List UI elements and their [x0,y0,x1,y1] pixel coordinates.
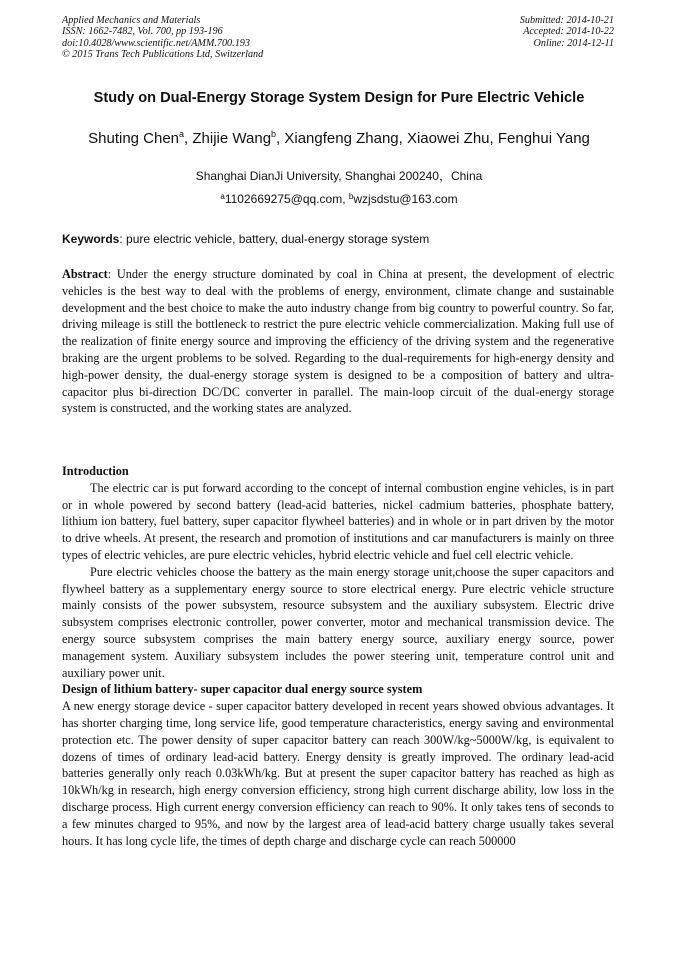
affiliation: Shanghai DianJi University, Shanghai 200240，China [195,169,483,183]
online-date: Online: 2014-12-11 [533,37,614,49]
abstract-paragraph [62,266,614,417]
author-superscript: b [271,129,277,139]
other-authors: , Xiangfeng Zhang, Xiaowei Zhu, Fenghui Yang [276,130,590,147]
design-heading: Design of lithium battery- super capacitor dual energy source system [62,682,423,697]
abstract [62,266,614,417]
journal-info [62,15,263,60]
author-superscript: a [179,129,185,139]
journal-copyright: © 2015 Trans Tech Publications Ltd, Switzerland [62,48,264,60]
abstract-label: Abstract [62,267,108,281]
accepted-date: Accepted: 2014-10-22 [523,26,614,38]
paper-title: Study on Dual-Energy Storage System Design for Pure Electric Vehicle [93,90,585,106]
introduction-paragraph-1: The electric car is put forward according to the concept of internal combustion engine vehicles, is in part or in whole powered by second battery (lead-acid batteries, nickel cadmium batteries, phosphate battery, lithium ion battery, fuel battery, super capacitor flywheel batteries) and in whole or in part driven by the motor to drive wheels. At present, the research and promotion of institutions and car manufacturers is mainly on three types of electric vehicles, are pure electric vehicles, hybrid electric vehicle and fuel cell electric vehicle. [62,480,614,562]
email: wzjsdstu@163.com [353,192,458,206]
journal-issn: ISSN: 1662-7482, Vol. 700, pp 193-196 [62,26,223,38]
author-list: Shuting Chen$^a$, Zhijie Wang$^b$, Xiangfeng Zhang, Xiaowei Zhu, Fenghui Yang [88,129,590,147]
design-paragraph-1: A new energy storage device - super capacitor battery developed in recent years showed obvious advantages. It has shorter charging time, long service life, good temperature characteristics, energy saving and environmental protection etc. The power density of super capacitor battery can reach 300W/kg~5000W/kg, is equivalent to dozens of times of ordinary lead-acid battery. Energy density is greatly improved. The ordinary lead-acid batteries generally only reach 0.03kWh/kg. But at present the super capacitor battery has reached as high as 10kWh/kg in research, high energy conversion efficiency, strong high current discharge ability, low loss in the discharge process. High current energy conversion efficiency can reach to 90%. It only takes tens of seconds to a few minutes charged to 95%, and now by the largest area of lead-acid battery charge usually takes several hours. It has long cycle life, the times of depth charge and discharge cycle can reach 500000 [62,699,614,848]
submitted-date: Submitted: 2014-10-21 [519,15,614,26]
abstract-text: : Under the energy structure dominated by coal in China at present, the development of electric vehicles is the best way to deal with the problems of energy, environment, climate change and sustainable development and the best choice to make the auto industry change from big country to powerful country. So far, driving mileage is still the bottleneck to restrict the pure electric vehicle commercialization. Making full use of the realization of finite energy source and improving the efficiency of the driving system and the regenerative braking are the urgent problems to be solved. Regarding to the dual-requirements for high-energy density and high-power density, the dual-energy storage system is designed to be a composition of battery and ultra-capacitor plus bi-direction DC/DC converter in parallel. The main-loop circuit of the dual-energy storage system is constructed, and the working states are analyzed. [62,267,614,416]
author-name: Shuting Chen [88,130,180,147]
keywords-text: : pure electric vehicle, battery, dual-energy storage system [119,232,430,246]
email: 1102669275@qq.com, [224,192,349,206]
keywords-label: Keywords [62,232,120,246]
keywords [62,232,622,246]
author-emails [0,192,678,206]
journal-name: Applied Mechanics and Materials [62,15,201,26]
submission-dates [520,15,614,49]
journal-doi: doi:10.4028/www.scientific.net/AMM.700.193 [62,37,250,49]
introduction-heading: Introduction [62,464,129,478]
body-text [62,463,614,849]
email-superscript: b [348,192,354,201]
introduction-paragraph-2: Pure electric vehicles choose the battery as the main energy storage unit,choose the super capacitors and flywheel battery as a supplementary energy source to store electrical energy. Pure electric vehicle structure mainly consists of the power subsystem, resource subsystem and the auxiliary subsystem. Electric drive subsystem comprises electronic controller, power converter, motor and mechanical transmission device. The energy source subsystem comprises the main battery energy source, auxiliary energy source, power management system. Auxiliary subsystem includes the power steering unit, temperature control unit and auxiliary power unit. [62,564,614,680]
email-superscript: a [220,192,225,201]
author-name: Zhijie Wang [192,130,272,147]
